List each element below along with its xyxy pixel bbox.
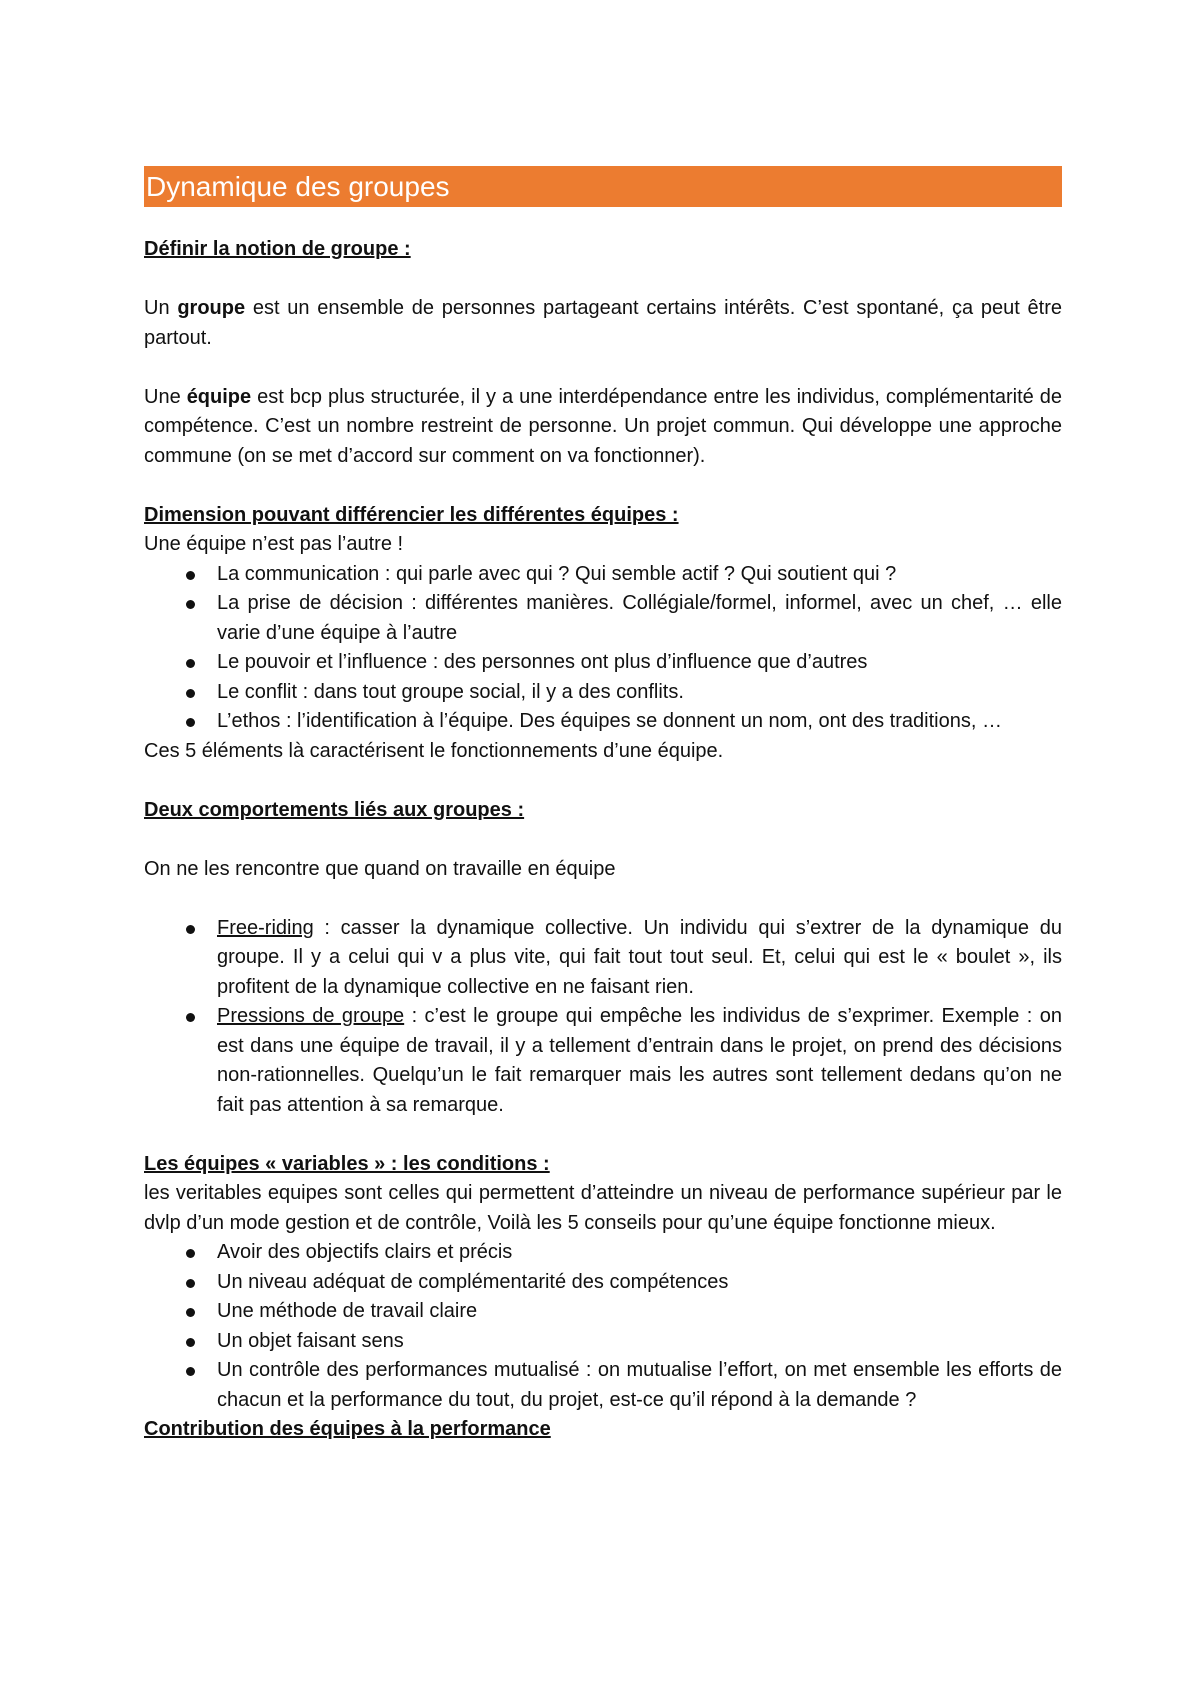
bullet-icon [186,571,195,580]
list-item [144,648,1062,678]
list-item [144,1327,1062,1357]
list-item-text: La communication : qui parle avec qui ? Qui semble actif ? Qui soutient qui ? [217,562,897,585]
list-item [144,560,1062,590]
section-heading-definir: Définir la notion de groupe : [144,238,411,260]
dimension-intro: Une équipe n’est pas l’autre ! [144,533,404,555]
spacer [144,825,1062,855]
list-item-text: Un niveau adéquat de complémentarité des compétences [217,1270,729,1293]
bold-term: groupe [177,297,246,319]
bullet-icon [186,600,195,609]
bullet-icon [186,659,195,668]
list-item-text: Le pouvoir et l’influence : des personnes ont plus d’influence que d’autres [217,651,868,673]
bullet-icon [186,718,195,727]
list-item-text: : casser la dynamique collective. Un individu qui s’extrer de la dynamique du groupe. Il y a celui qui v a plus vite, qui fait tout tout seul. Et, celui qui est le « boulet », ils profitent de la dynamique collective en ne faisant rien. [217,916,1062,998]
text: Une [144,385,187,408]
list-item-term: Pressions de groupe [217,1005,405,1027]
list-item [144,1002,1062,1120]
text: Un [144,297,178,319]
text: est bcp plus structurée, il y a une interdépendance entre les individus, complémentarité de compétence. C’est un nombre restreint de personne. Un projet commun. Qui développe une approche commune (on se met d’accord sur comment on va fonctionner). [144,385,1063,467]
dimension-list [144,560,1062,737]
bullet-icon [186,1249,195,1258]
spacer [144,471,1062,501]
text: est un ensemble de personnes partageant certains intérêts. C’est spontané, ça peut être partout. [144,297,1062,349]
spacer [144,353,1062,383]
paragraph-groupe [144,294,1062,353]
page-title: Dynamique des groupes [144,166,1062,207]
bullet-icon [186,1308,195,1317]
section-heading-dimension: Dimension pouvant différencier les différentes équipes : [144,503,679,526]
list-item-text: L’ethos : l’identification à l’équipe. Des équipes se donnent un nom, ont des traditions, … [217,710,1002,732]
list-item-text: Avoir des objectifs clairs et précis [217,1241,513,1263]
section-heading-comportements: Deux comportements liés aux groupes : [144,798,525,821]
list-item [144,678,1062,708]
list-item-term: Free-riding [217,916,314,939]
bullet-icon [186,925,195,934]
list-item-text: Le conflit : dans tout groupe social, il y a des conflits. [217,680,684,703]
list-item [144,914,1062,1003]
section-heading-contribution: Contribution des équipes à la performance [144,1418,551,1440]
bullet-icon [186,1013,195,1022]
list-item [144,707,1062,737]
spacer [144,1120,1062,1150]
dimension-outro: Ces 5 éléments là caractérisent le fonctionnements d’une équipe. [144,739,724,762]
list-item-text: Une méthode de travail claire [217,1300,478,1322]
spacer [144,766,1062,796]
paragraph-equipe [144,383,1062,472]
list-item [144,1238,1062,1268]
document-page [144,166,1062,1445]
spacer [144,265,1062,295]
list-item-text: La prise de décision : différentes manières. Collégiale/formel, informel, avec un chef, … elle varie d’une équipe à l’autre [217,592,1062,644]
comportements-list [144,914,1062,1121]
bullet-icon [186,1338,195,1347]
bold-term: équipe [186,385,252,408]
variables-list [144,1238,1062,1415]
list-item [144,1268,1062,1298]
bullet-icon [186,1279,195,1288]
list-item [144,1356,1062,1415]
variables-intro: les veritables equipes sont celles qui permettent d’atteindre un niveau de performance supérieur par le dvlp d’un mode gestion et de contrôle, Voilà les 5 conseils pour qu’une équipe fonctionne mieux. [144,1182,1062,1234]
list-item-text: Un objet faisant sens [217,1329,404,1352]
bullet-icon [186,689,195,698]
list-item-text: : c’est le groupe qui empêche les individus de s’exprimer. Exemple : on est dans une équipe de travail, il y a tellement d’entrain dans le projet, on prend des décisions non-rationnelles. Quelqu’un le fait remarquer mais les autres sont tellement dedans qu’on ne fait pas attention à sa remarque. [217,1005,1062,1116]
list-item [144,1297,1062,1327]
bullet-icon [186,1367,195,1376]
spacer [144,884,1062,914]
list-item [144,589,1062,648]
comportements-intro: On ne les rencontre que quand on travaille en équipe [144,857,616,880]
section-heading-variables: Les équipes « variables » : les conditions : [144,1152,550,1175]
list-item-text: Un contrôle des performances mutualisé : on mutualise l’effort, on met ensemble les efforts de chacun et la performance du tout, du projet, est-ce qu’il répond à la demande ? [217,1359,1062,1411]
